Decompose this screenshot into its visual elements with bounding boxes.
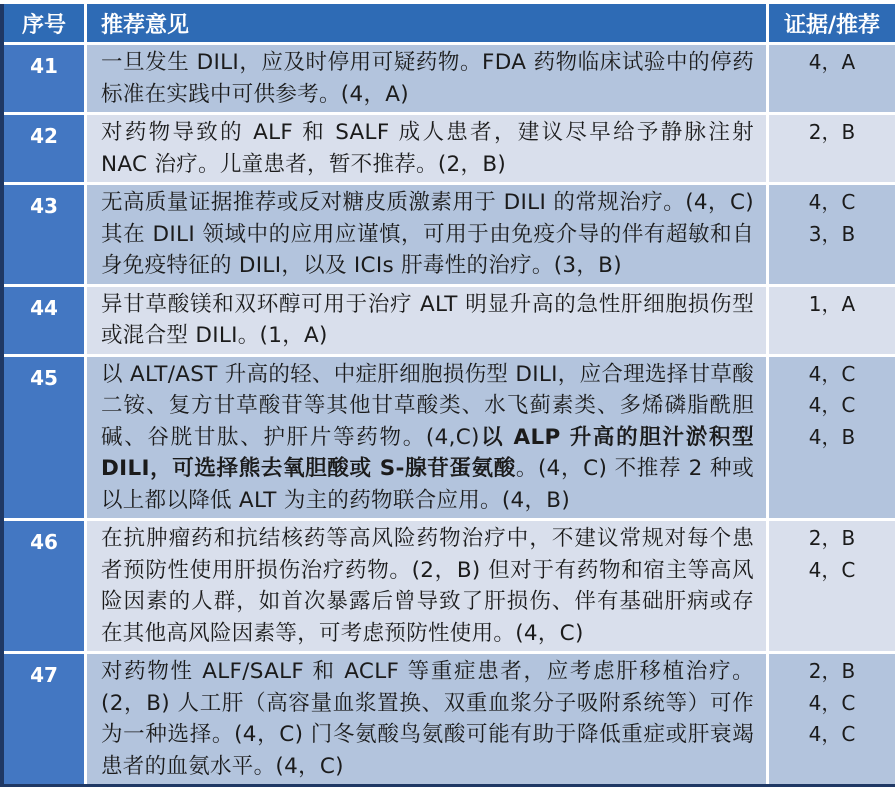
evidence-grade-value: 4，C: [808, 690, 856, 715]
evidence-grade-cell: [769, 654, 895, 784]
evidence-grade-value: 4，A: [808, 50, 856, 74]
table-row: [4, 185, 895, 284]
evidence-grade-value: 4，C: [808, 190, 856, 214]
evidence-grade-value: 3，B: [808, 221, 856, 246]
evidence-grade-cell: [769, 357, 895, 519]
recommendation-text-cell: [87, 185, 766, 284]
row-number-cell: 47: [4, 654, 84, 784]
evidence-grade-cell: [769, 521, 895, 651]
recommendation-text-segment: 一旦发生 DILI，应及时停用可疑药物。FDA 药物临床试验中的停药标准在实践中可供参考。(4，A): [101, 50, 754, 107]
recommendation-text-segment: 。(4，C) 不推荐 2 种或以上都以降低 ALT 为主的药物联合应用。(4，B): [101, 456, 754, 513]
recommendation-text-segment: 以 ALT/AST 升高的轻、中症肝细胞损伤型 DILI，应合理选择甘草酸二铵、复方甘草酸苷等其他甘草酸类、水飞蓟素类、多烯磷脂酰胆碱、谷胱甘肽、护肝片等药物。(4,C): [101, 361, 754, 450]
recommendation-text-bold-segment: 以 ALP 升高的胆汁淤积型 DILI，可选择熊去氧胆酸或 S-腺苷蛋氨酸: [101, 424, 754, 481]
table-row: [4, 115, 895, 182]
evidence-grade-value: 2，B: [808, 526, 856, 550]
evidence-grade-cell: [769, 45, 895, 112]
recommendation-text-segment: 无高质量证据推荐或反对糖皮质激素用于 DILI 的常规治疗。(4，C)其在 DILI 领域中的应用应谨慎，可用于由免疫介导的伴有超敏和自身免疫特征的 DILI，以及 ICIs 肝毒性的治疗。(3，B): [101, 190, 754, 278]
table-header-row: [4, 4, 895, 42]
recommendation-text-cell: [87, 45, 766, 112]
recommendation-text-cell: [87, 287, 766, 354]
row-number-cell: 42: [4, 115, 84, 182]
table-row: [4, 357, 895, 519]
recommendations-table: [0, 4, 895, 787]
recommendation-text-cell: [87, 654, 766, 784]
evidence-grade-value: 4，C: [808, 722, 856, 746]
header-recommendation: 推荐意见: [87, 4, 766, 42]
evidence-grade-value: 4，C: [808, 393, 856, 417]
header-serial-number: 序号: [4, 4, 84, 42]
evidence-grade-value: 2，B: [808, 120, 856, 144]
evidence-grade-value: 2，B: [808, 659, 856, 683]
recommendation-text-segment: 异甘草酸镁和双环醇可用于治疗 ALT 明显升高的急性肝细胞损伤型或混合型 DILI。(1，A): [101, 291, 754, 348]
row-number-cell: 43: [4, 185, 84, 284]
recommendation-text-cell: [87, 357, 766, 519]
row-number-cell: 44: [4, 287, 84, 354]
table-row: [4, 287, 895, 354]
recommendation-text-segment: 对药物导致的 ALF 和 SALF 成人患者，建议尽早给予静脉注射 NAC 治疗。儿童患者，暂不推荐。(2，B): [101, 120, 754, 177]
evidence-grade-value: 1，A: [808, 291, 856, 316]
evidence-grade-value: 4，C: [808, 557, 856, 582]
header-evidence-grade: 证据/推荐: [769, 4, 895, 42]
row-number-cell: 46: [4, 521, 84, 651]
evidence-grade-cell: [769, 185, 895, 284]
evidence-grade-value: 4，C: [808, 361, 856, 386]
table-row: [4, 654, 895, 784]
evidence-grade-value: 4，B: [808, 424, 856, 449]
row-number-cell: 41: [4, 45, 84, 112]
evidence-grade-cell: [769, 287, 895, 354]
table-row: [4, 45, 895, 112]
row-number-cell: 45: [4, 357, 84, 519]
table-row: [4, 521, 895, 651]
evidence-grade-cell: [769, 115, 895, 182]
recommendation-text-segment: 对药物性 ALF/SALF 和 ACLF 等重症患者，应考虑肝移植治疗。(2，B) 人工肝（高容量血浆置换、双重血浆分子吸附系统等）可作为一种选择。(4，C) 门冬氨酸鸟氨酸可能有助于降低重症或肝衰竭患者的血氨水平。(4，C): [101, 659, 754, 779]
table-body: [4, 45, 895, 784]
recommendation-text-cell: [87, 115, 766, 182]
recommendation-text-segment: 在抗肿瘤药和抗结核药等高风险药物治疗中，不建议常规对每个患者预防性使用肝损伤治疗药物。(2，B) 但对于有药物和宿主等高风险因素的人群，如首次暴露后曾导致了肝损伤、伴有基础肝病或存在其他高风险因素等，可考虑预防性使用。(4，C): [101, 526, 754, 646]
recommendation-text-cell: [87, 521, 766, 651]
